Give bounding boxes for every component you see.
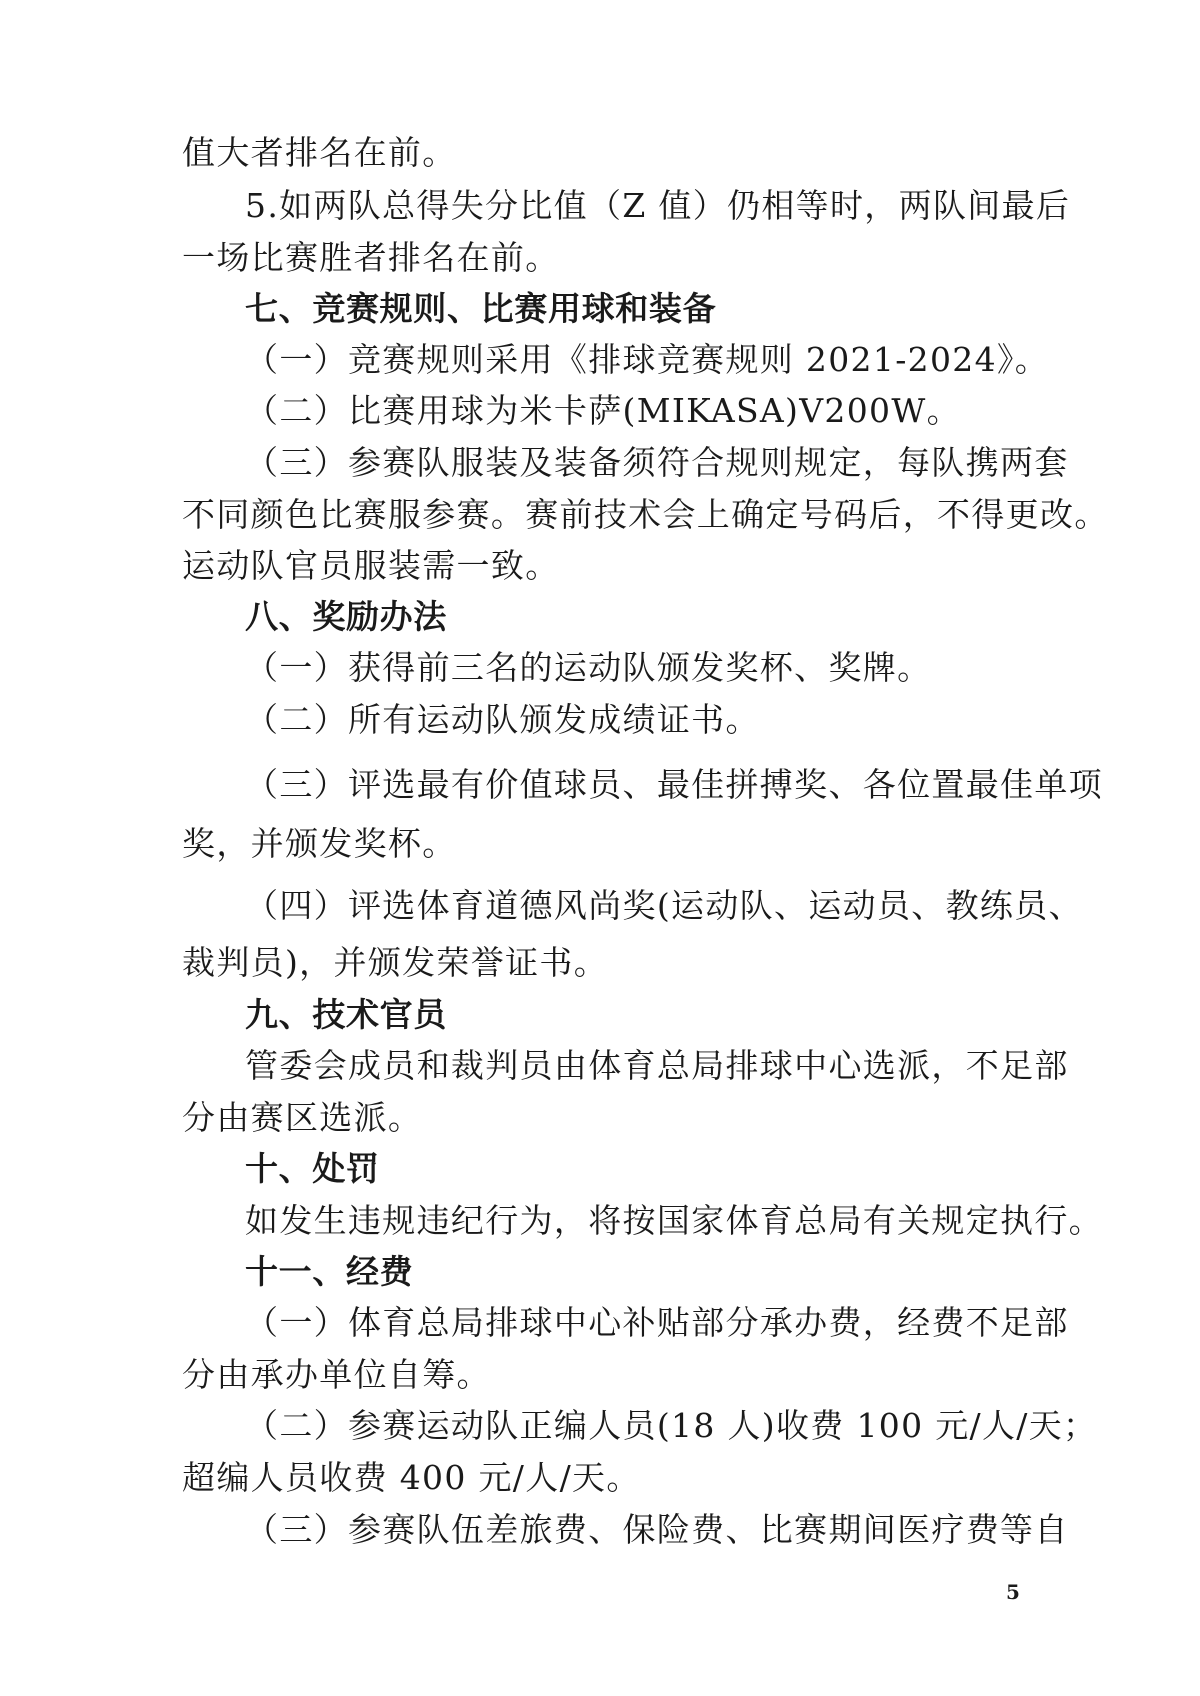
- paragraph-line: （二）所有运动队颁发成绩证书。: [245, 700, 760, 739]
- paragraph-line: （一）获得前三名的运动队颁发奖杯、奖牌。: [245, 648, 932, 687]
- paragraph-line: （三）参赛队伍差旅费、保险费、比赛期间医疗费等自: [245, 1510, 1069, 1549]
- paragraph-line: （二）比赛用球为米卡萨(MIKASA)V200W。: [245, 391, 961, 430]
- paragraph-line: （二）参赛运动队正编人员(18 人)收费 100 元/人/天；: [245, 1406, 1098, 1445]
- section-heading: 十、处罚: [245, 1149, 380, 1188]
- paragraph-line: （三）评选最有价值球员、最佳拼搏奖、各位置最佳单项: [245, 765, 1103, 804]
- paragraph-line: 如发生违规违纪行为，将按国家体育总局有关规定执行。: [245, 1201, 1103, 1240]
- section-heading: 七、竞赛规则、比赛用球和装备: [245, 289, 717, 328]
- section-heading: 十一、经费: [245, 1252, 414, 1291]
- paragraph-line: 一场比赛胜者排名在前。: [182, 238, 560, 277]
- paragraph-line: 超编人员收费 400 元/人/天。: [182, 1458, 641, 1497]
- paragraph-line: （一）体育总局排球中心补贴部分承办费，经费不足部: [245, 1303, 1069, 1342]
- paragraph-line: 管委会成员和裁判员由体育总局排球中心选派，不足部: [245, 1046, 1069, 1085]
- paragraph-line: 裁判员)，并颁发荣誉证书。: [182, 943, 609, 982]
- paragraph-line: （三）参赛队服装及装备须符合规则规定，每队携两套: [245, 443, 1069, 482]
- page-number: 5: [1006, 1580, 1020, 1604]
- paragraph-line: 奖，并颁发奖杯。: [182, 824, 457, 863]
- paragraph-line: 不同颜色比赛服参赛。赛前技术会上确定号码后，不得更改。: [182, 495, 1109, 534]
- section-heading: 八、奖励办法: [245, 597, 447, 636]
- paragraph-line: （四）评选体育道德风尚奖(运动队、运动员、教练员、: [245, 886, 1083, 925]
- paragraph-line: 5.如两队总得失分比值（Z 值）仍相等时，两队间最后: [245, 186, 1071, 225]
- paragraph-line: 运动队官员服装需一致。: [182, 546, 560, 585]
- section-heading: 九、技术官员: [245, 995, 447, 1034]
- paragraph-line: 值大者排名在前。: [182, 133, 457, 172]
- paragraph-line: 分由赛区选派。: [182, 1098, 423, 1137]
- paragraph-line: （一）竞赛规则采用《排球竞赛规则 2021-2024》。: [245, 340, 1050, 379]
- paragraph-line: 分由承办单位自筹。: [182, 1355, 491, 1394]
